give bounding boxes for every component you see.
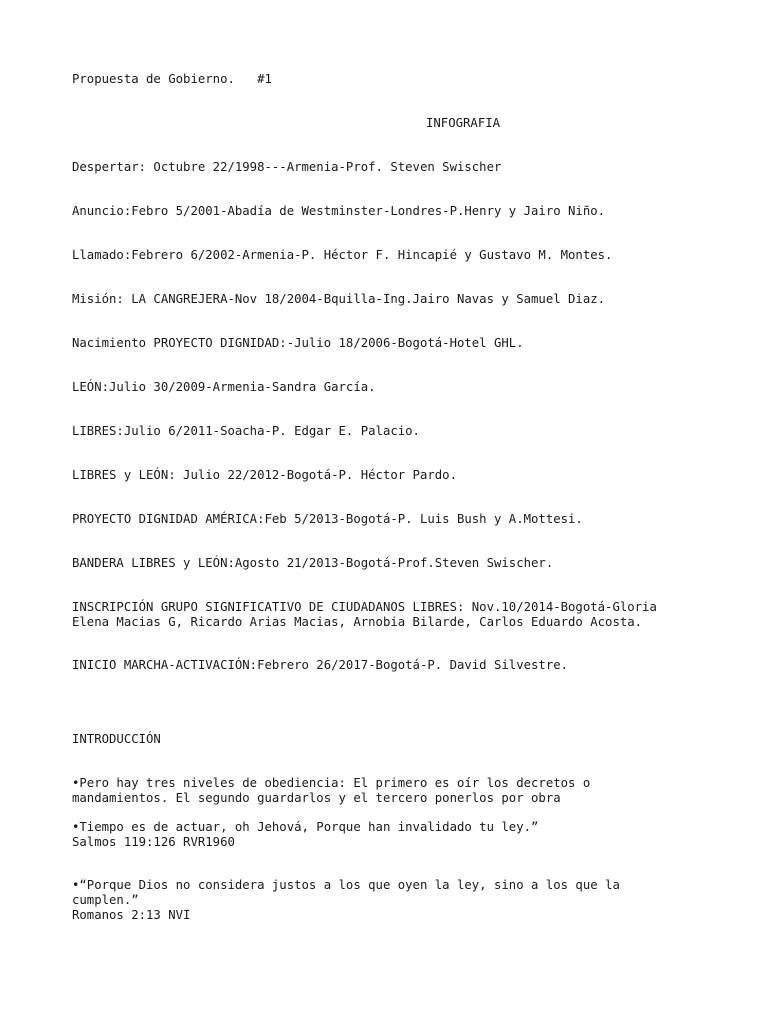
timeline-entry: Anuncio:Febro 5/2001-Abadía de Westminster-Londres-P.Henry y Jairo Niño.	[72, 204, 606, 218]
introduction-paragraph: •“Porque Dios no considera justos a los que oyen la ley, sino a los que la cumplen.” Romanos 2:13 NVI	[72, 878, 620, 922]
timeline-entry: INSCRIPCIÓN GRUPO SIGNIFICATIVO DE CIUDADANOS LIBRES: Nov.10/2014-Bogotá-Gloria Elena Macias G, Ricardo Arias Macias, Arnobia Bilarde, Carlos Eduardo Acosta.	[72, 600, 657, 629]
introduction-heading: INTRODUCCIÓN	[72, 732, 161, 746]
timeline-entry: LIBRES y LEÓN: Julio 22/2012-Bogotá-P. Héctor Pardo.	[72, 468, 457, 482]
timeline-entry: LIBRES:Julio 6/2011-Soacha-P. Edgar E. Palacio.	[72, 424, 420, 438]
introduction-paragraph: •Tiempo es de actuar, oh Jehová, Porque han invalidado tu ley.” Salmos 119:126 RVR1960	[72, 820, 539, 849]
timeline-entry: INICIO MARCHA-ACTIVACIÓN:Febrero 26/2017-Bogotá-P. David Silvestre.	[72, 658, 569, 672]
introduction-paragraph: •Pero hay tres niveles de obediencia: El primero es oír los decretos o mandamientos. El segundo guardarlos y el tercero ponerlos por obra	[72, 776, 591, 805]
timeline-entry: Despertar: Octubre 22/1998---Armenia-Prof. Steven Swischer	[72, 160, 502, 174]
timeline-entry: Misión: LA CANGREJERA-Nov 18/2004-Bquilla-Ing.Jairo Navas y Samuel Diaz.	[72, 292, 606, 306]
timeline-entry: LEÓN:Julio 30/2009-Armenia-Sandra García.	[72, 380, 376, 394]
infografia-title: INFOGRAFIA	[426, 116, 501, 130]
document-header-line: Propuesta de Gobierno. #1	[72, 72, 272, 86]
timeline-entry: Llamado:Febrero 6/2002-Armenia-P. Héctor F. Hincapié y Gustavo M. Montes.	[72, 248, 613, 262]
timeline-entry: BANDERA LIBRES y LEÓN:Agosto 21/2013-Bogotá-Prof.Steven Swischer.	[72, 556, 554, 570]
timeline-entry: PROYECTO DIGNIDAD AMÉRICA:Feb 5/2013-Bogotá-P. Luis Bush y A.Mottesi.	[72, 512, 583, 526]
timeline-entry: Nacimiento PROYECTO DIGNIDAD:-Julio 18/2006-Bogotá-Hotel GHL.	[72, 336, 524, 350]
